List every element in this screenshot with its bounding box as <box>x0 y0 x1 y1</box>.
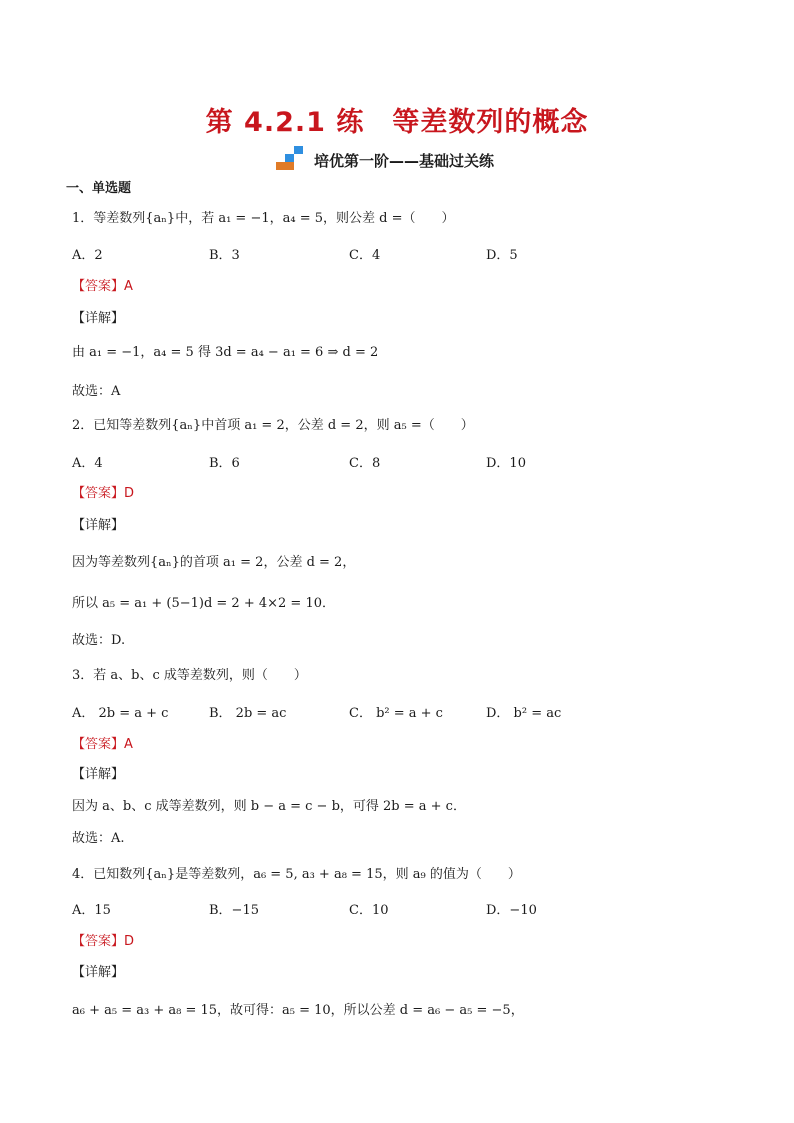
q1-option-d: D．5 <box>486 248 518 263</box>
q2-answer: 【答案】D <box>72 486 135 501</box>
q1-option-c: C．4 <box>349 248 381 263</box>
q1-answer: 【答案】A <box>72 279 133 294</box>
q4-option-c: C．10 <box>349 903 389 918</box>
stairs-logo-icon <box>276 146 308 170</box>
q4-option-b: B．−15 <box>209 903 259 918</box>
q2-option-a: A．4 <box>72 456 103 471</box>
page-title: 第 4.2.1 练 等差数列的概念 <box>205 107 589 138</box>
q2-solution-line-1: 因为等差数列{aₙ}的首项 a₁ = 2，公差 d = 2， <box>72 555 356 570</box>
q4-detail-label: 【详解】 <box>72 965 125 980</box>
q2-detail-label: 【详解】 <box>72 518 125 533</box>
question-2-stem: 2．已知等差数列{aₙ}中首项 a₁ = 2，公差 d = 2，则 a₅ =（ ） <box>72 418 474 433</box>
q3-solution: 因为 a、b、c 成等差数列，则 b − a = c − b，可得 2b = a + c． <box>72 799 466 814</box>
q2-solution-line-2: 所以 a₅ = a₁ + (5−1)d = 2 + 4×2 = 10． <box>72 596 335 611</box>
q3-detail-label: 【详解】 <box>72 767 125 782</box>
q4-option-a: A．15 <box>72 903 111 918</box>
q3-option-a: A． 2b = a + c <box>72 706 169 721</box>
question-4-stem: 4．已知数列{aₙ}是等差数列，a₆ = 5, a₃ + a₈ = 15，则 a₉ 的值为（ ） <box>72 867 521 882</box>
q2-choice: 故选：D. <box>72 633 126 648</box>
q2-option-c: C．8 <box>349 456 381 471</box>
q3-answer: 【答案】A <box>72 737 133 752</box>
q3-choice: 故选：A. <box>72 831 125 846</box>
q4-option-d: D．−10 <box>486 903 537 918</box>
q1-option-b: B．3 <box>209 248 240 263</box>
q2-option-b: B．6 <box>209 456 240 471</box>
q1-option-a: A．2 <box>72 248 103 263</box>
q1-choice: 故选：A <box>72 384 121 399</box>
q2-option-d: D．10 <box>486 456 526 471</box>
q4-solution: a₆ + a₅ = a₃ + a₈ = 15，故可得：a₅ = 10，所以公差 d = a₆ − a₅ = −5， <box>72 1003 524 1018</box>
subtitle: 培优第一阶——基础过关练 <box>314 152 495 170</box>
q1-detail-label: 【详解】 <box>72 311 125 326</box>
q4-answer: 【答案】D <box>72 934 135 949</box>
q3-option-c: C． b² = a + c <box>349 706 443 721</box>
section-heading: 一、单选题 <box>66 181 132 196</box>
question-3-stem: 3．若 a、b、c 成等差数列，则（ ） <box>72 668 307 683</box>
q1-solution: 由 a₁ = −1，a₄ = 5 得 3d = a₄ − a₁ = 6 ⇒ d = 2 <box>72 345 379 360</box>
q3-option-d: D． b² = ac <box>486 706 562 721</box>
question-1-stem: 1．等差数列{aₙ}中，若 a₁ = −1，a₄ = 5，则公差 d =（ ） <box>72 211 455 226</box>
q3-option-b: B． 2b = ac <box>209 706 287 721</box>
